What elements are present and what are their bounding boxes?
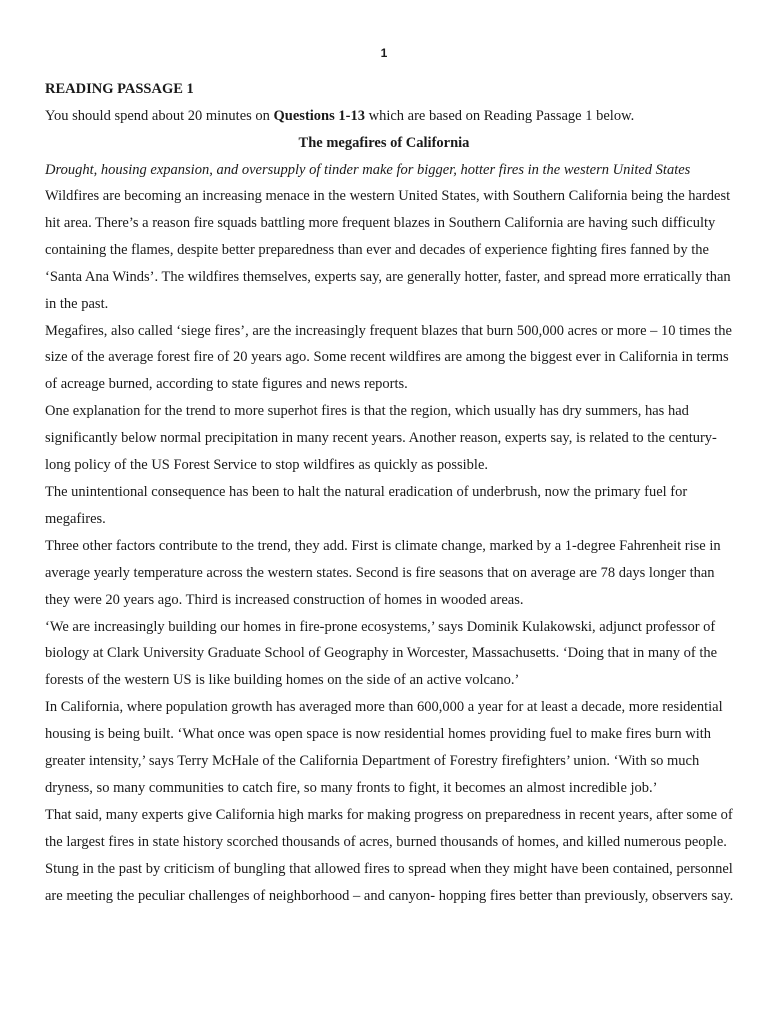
instruction-before: You should spend about 20 minutes on <box>45 108 274 124</box>
paragraph: The unintentional consequence has been to halt the natural eradication of underbrush, now the primary fuel for megafires. <box>45 483 688 527</box>
paragraph: Three other factors contribute to the trend, they add. First is climate change, marked by a 1-degree Fahrenheit rise in average yearly temperature across the western states. Second is fire seasons that on average are 78 days longer than they were 20 years ago. Third is increased construction of homes in wooded areas. <box>45 537 721 608</box>
passage-body <box>45 183 735 909</box>
paragraph: Wildfires are becoming an increasing menace in the western United States, with Southern California being the hardest hit area. There’s a reason fire squads battling more frequent blazes in Southern California are having such difficulty containing the flames, despite better preparedness than ever and decades of experience fighting fires fanned by the ‘Santa Ana Winds’. The wildfires themselves, experts say, are generally hotter, faster, and spread more erratically than in the past. <box>45 188 731 312</box>
paragraph: In California, where population growth has averaged more than 600,000 a year for at least a decade, more residential housing is being built. ‘What once was open space is now residential homes providing fuel to make fires burn with greater intensity,’ says Terry McHale of the California Department of Forestry firefighters’ union. ‘With so much dryness, so many communities to catch fire, so many fronts to fight, it becomes an almost incredible job.’ <box>45 699 723 796</box>
instruction-text <box>45 107 634 125</box>
paragraph: That said, many experts give California high marks for making progress on preparedness in recent years, after some of the largest fires in state history scorched thousands of acres, burned thousands of homes, and killed numerous people. Stung in the past by criticism of bungling that allowed fires to spread when they might have been contained, personnel are meeting the peculiar challenges of neighborhood – and canyon- hopping fires better than previously, observers say. <box>45 806 734 904</box>
paragraph: One explanation for the trend to more superhot fires is that the region, which usually has dry summers, has had significantly below normal precipitation in many recent years. Another reason, experts say, is related to the century- long policy of the US Forest Service to stop wildfires as quickly as possible. <box>45 403 717 474</box>
paragraph: Megafires, also called ‘siege fires’, are the increasingly frequent blazes that burn 500,000 acres or more – 10 times the size of the average forest fire of 20 years ago. Some recent wildfires are among the biggest ever in California in terms of acreage burned, according to state figures and news reports. <box>45 322 732 393</box>
instruction-after: which are based on Reading Passage 1 below. <box>364 108 635 124</box>
page-number: 1 <box>380 46 388 60</box>
paragraph: ‘We are increasingly building our homes in fire-prone ecosystems,’ says Dominik Kulakowski, adjunct professor of biology at Clark University Graduate School of Geography in Worcester, Massachusetts. ‘Doing that in many of the forests of the western US is like building homes on the side of an active volcano.’ <box>45 618 718 689</box>
passage-subtitle: Drought, housing expansion, and oversupply of tinder make for bigger, hotter fires in the western United States <box>45 162 691 178</box>
instruction-questions: Questions 1-13 <box>273 108 365 124</box>
passage-title: The megafires of California <box>298 135 470 151</box>
section-heading: READING PASSAGE 1 <box>45 81 194 97</box>
